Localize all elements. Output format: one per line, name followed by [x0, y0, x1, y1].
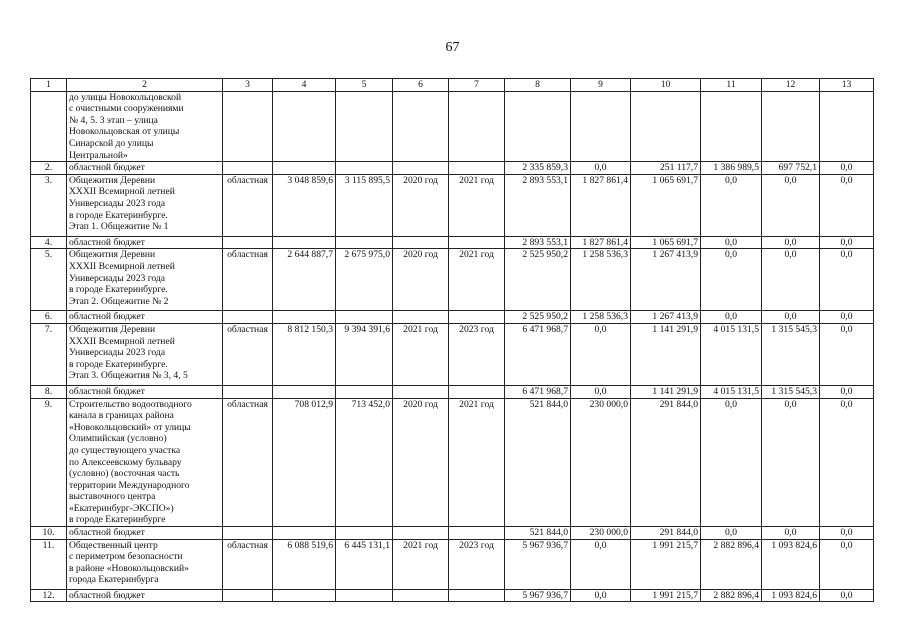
table-cell: Общежития Деревни XXXII Всемирной летней Универсиады 2023 года в городе Екатеринбурге. Этап 1. Общежитие № 1: [67, 174, 223, 236]
table-row: [31, 91, 874, 162]
table-row: [31, 236, 874, 249]
table-cell: 0,0: [701, 527, 762, 540]
table-cell: 2021 год: [449, 249, 505, 311]
table-cell: [449, 589, 505, 602]
table-cell: 1 065 691,7: [631, 236, 701, 249]
table-row: [31, 527, 874, 540]
table-cell: 9.: [31, 398, 67, 527]
table-cell: 230 000,0: [571, 398, 631, 527]
table-cell: 0,0: [820, 398, 874, 527]
table-cell: 0,0: [820, 162, 874, 175]
table-cell: [393, 91, 449, 162]
table-cell: 4.: [31, 236, 67, 249]
table-cell: Общественный центр с периметром безопасности в районе «Новокольцовский» города Екатеринбурга: [67, 539, 223, 589]
table-cell: 291 844,0: [631, 398, 701, 527]
header-cell-5: 5: [336, 79, 393, 92]
table-row: [31, 323, 874, 385]
table-row: [31, 162, 874, 175]
table-cell: [820, 91, 874, 162]
table-cell: 2021 год: [449, 174, 505, 236]
table-cell: 4 015 131,5: [701, 323, 762, 385]
table-cell: областной бюджет: [67, 589, 223, 602]
header-cell-12: 12: [762, 79, 820, 92]
table-cell: областная: [223, 249, 273, 311]
table-cell: 2 525 950,2: [505, 311, 571, 324]
table-cell: Общежития Деревни XXXII Всемирной летней Универсиады 2023 года в городе Екатеринбурге. Этап 3. Общежития № 3, 4, 5: [67, 323, 223, 385]
table-cell: [336, 162, 393, 175]
table-cell: 1 315 545,3: [762, 323, 820, 385]
table-cell: 8 812 150,3: [273, 323, 336, 385]
table-cell: 0,0: [701, 311, 762, 324]
table-cell: 1 258 536,3: [571, 249, 631, 311]
table-cell: 6 445 131,1: [336, 539, 393, 589]
table-cell: 697 752,1: [762, 162, 820, 175]
table-cell: [449, 91, 505, 162]
table-cell: 10.: [31, 527, 67, 540]
table-cell: 2 525 950,2: [505, 249, 571, 311]
header-cell-1: 1: [31, 79, 67, 92]
table-cell: 2 893 553,1: [505, 236, 571, 249]
table-cell: 230 000,0: [571, 527, 631, 540]
table-cell: [505, 91, 571, 162]
table-cell: 0,0: [820, 527, 874, 540]
table-cell: 3 048 859,6: [273, 174, 336, 236]
table-cell: [393, 162, 449, 175]
table-cell: 0,0: [762, 398, 820, 527]
table-row: [31, 589, 874, 602]
table-cell: 5.: [31, 249, 67, 311]
table-cell: [223, 91, 273, 162]
table-cell: [336, 385, 393, 398]
table-cell: 0,0: [571, 385, 631, 398]
table-cell: 8.: [31, 385, 67, 398]
table-cell: 3 115 895,5: [336, 174, 393, 236]
table-cell: [449, 527, 505, 540]
table-cell: 0,0: [701, 236, 762, 249]
table-cell: 1 093 824,6: [762, 539, 820, 589]
table-cell: областная: [223, 398, 273, 527]
table-cell: [393, 589, 449, 602]
table-cell: 0,0: [820, 311, 874, 324]
table-cell: 9 394 391,6: [336, 323, 393, 385]
table-cell: [223, 311, 273, 324]
table-cell: 5 967 936,7: [505, 589, 571, 602]
table-cell: областная: [223, 323, 273, 385]
table-cell: 2020 год: [393, 249, 449, 311]
header-cell-8: 8: [505, 79, 571, 92]
table-cell: 6 471 968,7: [505, 323, 571, 385]
table-cell: Общежития Деревни XXXII Всемирной летней Универсиады 2023 года в городе Екатеринбурге. Этап 2. Общежитие № 2: [67, 249, 223, 311]
table-cell: 2 644 887,7: [273, 249, 336, 311]
header-cell-9: 9: [571, 79, 631, 92]
table-cell: [223, 236, 273, 249]
table-cell: 2.: [31, 162, 67, 175]
table-cell: 0,0: [820, 236, 874, 249]
table-cell: областной бюджет: [67, 311, 223, 324]
table-cell: 1 827 861,4: [571, 236, 631, 249]
table-cell: 3.: [31, 174, 67, 236]
table-cell: 2 675 975,0: [336, 249, 393, 311]
table-cell: 521 844,0: [505, 527, 571, 540]
table-cell: [336, 589, 393, 602]
table-cell: [223, 385, 273, 398]
table-cell: 0,0: [820, 323, 874, 385]
table-cell: областной бюджет: [67, 527, 223, 540]
header-cell-13: 13: [820, 79, 874, 92]
table-cell: Строительство водоотводного канала в границах района «Новокольцовский» от улицы Олимпийская (условно) до существующего участка по Алексеевскому бульвару (условно) (восточная часть территории Международного выставочного центра «Екатеринбург-ЭКСПО») в городе Екатеринбурге: [67, 398, 223, 527]
table-cell: 251 117,7: [631, 162, 701, 175]
table-cell: 0,0: [820, 539, 874, 589]
table-cell: [223, 527, 273, 540]
table-cell: 1 991 215,7: [631, 589, 701, 602]
table-cell: [449, 162, 505, 175]
table-cell: 0,0: [820, 174, 874, 236]
table-cell: 2021 год: [393, 539, 449, 589]
table-row: [31, 398, 874, 527]
header-cell-2: 2: [67, 79, 223, 92]
table-cell: 0,0: [820, 249, 874, 311]
table-cell: 1 141 291,9: [631, 323, 701, 385]
table-cell: [223, 162, 273, 175]
table-cell: 5 967 936,7: [505, 539, 571, 589]
table-cell: 1 386 989,5: [701, 162, 762, 175]
table-cell: [449, 236, 505, 249]
header-cell-3: 3: [223, 79, 273, 92]
table-cell: 0,0: [762, 249, 820, 311]
table-cell: 1 093 824,6: [762, 589, 820, 602]
table-cell: 6 471 968,7: [505, 385, 571, 398]
table-cell: 2023 год: [449, 323, 505, 385]
table-cell: 12.: [31, 589, 67, 602]
header-cell-7: 7: [449, 79, 505, 92]
table-cell: 713 452,0: [336, 398, 393, 527]
table-cell: 2 882 896,4: [701, 539, 762, 589]
table-cell: областной бюджет: [67, 162, 223, 175]
table-cell: [336, 91, 393, 162]
table-cell: [631, 91, 701, 162]
header-cell-11: 11: [701, 79, 762, 92]
table-cell: 1 267 413,9: [631, 249, 701, 311]
table-cell: до улицы Новокольцовской с очистными сооружениями № 4, 5. 3 этап – улица Новокольцовская от улицы Синарской до улицы Центральной»: [67, 91, 223, 162]
table-cell: 0,0: [571, 323, 631, 385]
table-cell: 0,0: [701, 398, 762, 527]
table-cell: 2020 год: [393, 398, 449, 527]
table-cell: 11.: [31, 539, 67, 589]
table-cell: 1 991 215,7: [631, 539, 701, 589]
table-cell: [449, 385, 505, 398]
table-cell: областной бюджет: [67, 236, 223, 249]
table-row: [31, 249, 874, 311]
table-cell: 4 015 131,5: [701, 385, 762, 398]
table-cell: [393, 385, 449, 398]
table-cell: [701, 91, 762, 162]
table-cell: [571, 91, 631, 162]
table-cell: 0,0: [571, 162, 631, 175]
table-cell: 2023 год: [449, 539, 505, 589]
header-cell-6: 6: [393, 79, 449, 92]
table-cell: 0,0: [762, 236, 820, 249]
table-cell: 2020 год: [393, 174, 449, 236]
table-cell: 6.: [31, 311, 67, 324]
table-cell: [336, 311, 393, 324]
table-cell: [336, 236, 393, 249]
table-cell: [393, 311, 449, 324]
table-cell: [223, 589, 273, 602]
table-row: [31, 385, 874, 398]
table-cell: 6 088 519,6: [273, 539, 336, 589]
table-cell: [273, 527, 336, 540]
table-cell: 0,0: [762, 527, 820, 540]
table-cell: [31, 91, 67, 162]
table-cell: 1 827 861,4: [571, 174, 631, 236]
table-cell: 0,0: [701, 249, 762, 311]
table-cell: 2 893 553,1: [505, 174, 571, 236]
table-cell: 0,0: [762, 311, 820, 324]
table-cell: [336, 527, 393, 540]
table-cell: 0,0: [820, 385, 874, 398]
table-cell: [273, 162, 336, 175]
table-cell: 0,0: [571, 589, 631, 602]
table-cell: 0,0: [571, 539, 631, 589]
table-cell: 291 844,0: [631, 527, 701, 540]
table-cell: 7.: [31, 323, 67, 385]
table-cell: 708 012,9: [273, 398, 336, 527]
table-row: [31, 174, 874, 236]
table-cell: [393, 236, 449, 249]
table-row: [31, 311, 874, 324]
table-cell: 0,0: [762, 174, 820, 236]
table-cell: [273, 589, 336, 602]
table-cell: [273, 385, 336, 398]
table-cell: 521 844,0: [505, 398, 571, 527]
table-cell: 1 258 536,3: [571, 311, 631, 324]
header-cell-10: 10: [631, 79, 701, 92]
table-body: [31, 79, 874, 602]
page-number: 67: [445, 40, 460, 55]
table-cell: [393, 527, 449, 540]
table-cell: 2021 год: [393, 323, 449, 385]
table-cell: 1 141 291,9: [631, 385, 701, 398]
table-cell: областной бюджет: [67, 385, 223, 398]
table-cell: 0,0: [820, 589, 874, 602]
table-cell: [449, 311, 505, 324]
header-row: [31, 79, 874, 92]
table-cell: 2 882 896,4: [701, 589, 762, 602]
table-cell: [273, 91, 336, 162]
table-cell: областная: [223, 539, 273, 589]
table-cell: 1 267 413,9: [631, 311, 701, 324]
table-row: [31, 539, 874, 589]
table-cell: 1 065 691,7: [631, 174, 701, 236]
table-cell: [762, 91, 820, 162]
table-cell: 0,0: [701, 174, 762, 236]
table-cell: областная: [223, 174, 273, 236]
table-cell: 2021 год: [449, 398, 505, 527]
data-table: [30, 78, 874, 602]
header-cell-4: 4: [273, 79, 336, 92]
table-cell: [273, 236, 336, 249]
table-cell: 1 315 545,3: [762, 385, 820, 398]
table-cell: 2 335 859,3: [505, 162, 571, 175]
table-cell: [273, 311, 336, 324]
